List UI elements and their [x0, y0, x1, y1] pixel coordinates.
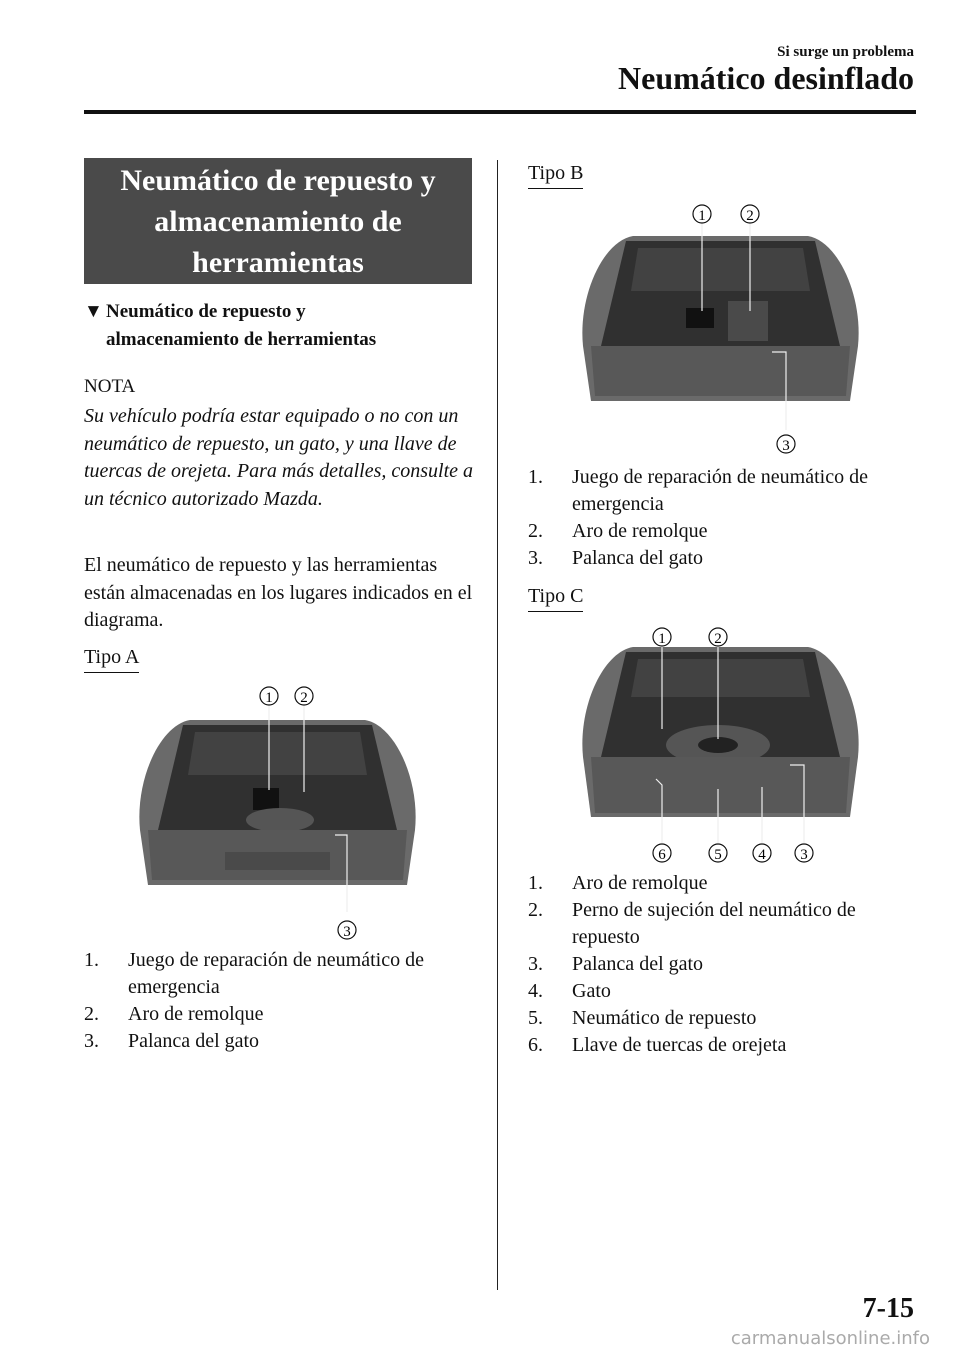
callout-1: [653, 628, 671, 647]
intro-paragraph: El neumático de repuesto y las herramientas están almacenadas en los lugares indicados en el diagrama.: [84, 554, 473, 631]
type-c-list: [528, 870, 918, 1059]
car-rear-illustration: [139, 720, 415, 885]
callout-5: [709, 844, 727, 863]
svg-text:5: 5: [714, 847, 722, 863]
type-c-label: Tipo C: [528, 585, 583, 612]
callout-3: [777, 435, 795, 454]
page-number: 7-15: [862, 1293, 914, 1324]
list-item: 2. Aro de remolque: [528, 520, 708, 542]
section-banner: [84, 158, 472, 284]
callout-6: [653, 844, 671, 863]
type-a-list: [84, 947, 474, 1055]
callout-3: [338, 921, 356, 940]
column-divider: [497, 160, 498, 1290]
svg-text:3: 3: [343, 924, 351, 940]
list-item: 3. Palanca del gato: [84, 1030, 260, 1052]
type-b-figure: [578, 196, 863, 464]
car-rear-illustration: [582, 236, 858, 401]
svg-text:1: 1: [698, 208, 706, 224]
callout-4: [753, 844, 771, 863]
list-item: 2. Aro de remolque: [84, 1003, 264, 1025]
note-label: NOTA: [84, 376, 136, 397]
svg-text:3: 3: [782, 438, 790, 454]
callout-1: [693, 205, 711, 224]
svg-text:6: 6: [658, 847, 666, 863]
callout-1: [260, 687, 278, 706]
list-item: 5. Neumático de repuesto: [528, 1007, 757, 1029]
watermark: carmanualsonline.info: [730, 1328, 930, 1349]
banner-line-2: almacenamiento de: [154, 204, 402, 238]
callout-3: [795, 844, 813, 863]
subheading: [84, 298, 376, 354]
svg-text:1: 1: [658, 631, 666, 647]
list-item: 3. Palanca del gato: [528, 547, 704, 569]
header-rule: [84, 110, 916, 114]
list-item: 1. Juego de reparación de neumático de emergencia: [84, 949, 424, 998]
callout-2: [295, 687, 313, 706]
svg-text:1: 1: [265, 690, 273, 706]
banner-line-3: herramientas: [192, 245, 364, 279]
note-text: Su vehículo podría estar equipado o no con un neumático de repuesto, un gato, y una llave de tuercas de orejeta. Para más detalles, consulte a un técnico autorizado Mazda.: [84, 405, 474, 510]
svg-text:2: 2: [300, 690, 308, 706]
banner-line-1: Neumático de repuesto y: [120, 163, 436, 197]
svg-text:3: 3: [800, 847, 808, 863]
list-item: 4. Gato: [528, 980, 611, 1002]
type-b-list: [528, 464, 918, 572]
svg-text:2: 2: [714, 631, 722, 647]
type-a-figure: [135, 680, 420, 948]
type-b-label: Tipo B: [528, 162, 583, 189]
list-item: 1. Juego de reparación de neumático de emergencia: [528, 466, 868, 515]
triangle-marker-icon: ▼: [84, 301, 103, 322]
list-item: 6. Llave de tuercas de orejeta: [528, 1034, 787, 1056]
svg-text:2: 2: [746, 208, 754, 224]
svg-text:4: 4: [758, 847, 766, 863]
type-c-figure: [578, 617, 863, 867]
list-item: 2. Perno de sujeción del neumático de repuesto: [528, 899, 856, 948]
running-chapter-title: Neumático desinflado: [618, 60, 914, 96]
type-a-label: Tipo A: [84, 646, 139, 673]
subheading-line-1: Neumático de repuesto y: [106, 301, 306, 322]
callout-2: [709, 628, 727, 647]
running-section-title: Si surge un problema: [777, 44, 914, 60]
car-rear-illustration: [582, 647, 858, 817]
callout-2: [741, 205, 759, 224]
list-item: 1. Aro de remolque: [528, 872, 708, 894]
subheading-line-2: almacenamiento de herramientas: [106, 329, 377, 350]
list-item: 3. Palanca del gato: [528, 953, 704, 975]
